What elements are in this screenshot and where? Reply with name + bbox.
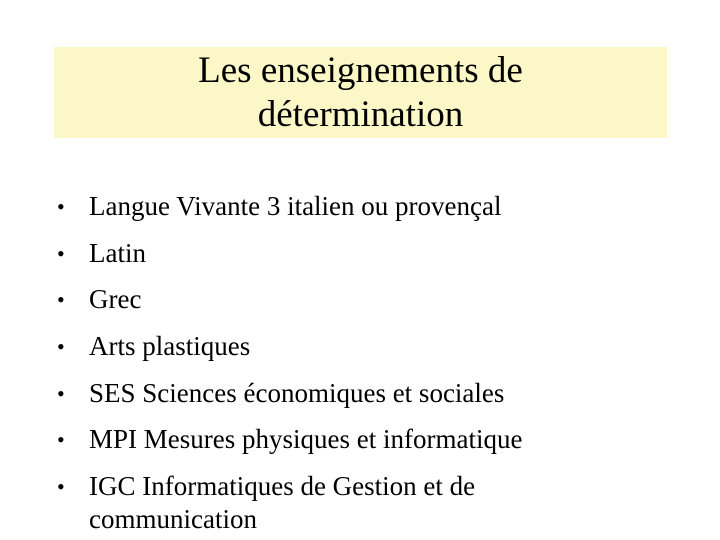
bullet-icon: •: [57, 240, 65, 266]
slide-title-line-1: Les enseignements de: [198, 49, 523, 91]
bullet-icon: •: [57, 334, 65, 360]
list-item-text: MPI Mesures physiques et informatique: [89, 424, 523, 455]
list-item-text: Langue Vivante 3 italien ou provençal: [89, 191, 502, 221]
list-item: [57, 283, 697, 316]
slide-title-box: [54, 47, 667, 138]
list-item-text: Arts plastiques: [89, 331, 251, 362]
list-item: [57, 330, 697, 363]
list-item: [57, 470, 697, 536]
slide-title-line-2: détermination: [257, 93, 464, 135]
list-item-text: SES Sciences économiques et sociales: [89, 377, 505, 408]
list-item: [57, 237, 697, 270]
bullet-icon: •: [57, 427, 65, 453]
bullet-icon: •: [57, 194, 65, 219]
bullet-list: [57, 190, 697, 536]
list-item-text: Grec: [89, 284, 142, 315]
bullet-icon: •: [57, 287, 65, 313]
bullet-icon: •: [57, 474, 65, 500]
bullet-icon: •: [57, 380, 65, 406]
list-item: [57, 190, 697, 223]
list-item-text: Latin: [89, 237, 146, 268]
list-item: [57, 377, 697, 410]
list-item-text: IGC Informatiques de Gestion et de communication: [89, 471, 476, 535]
list-item: [57, 423, 697, 456]
